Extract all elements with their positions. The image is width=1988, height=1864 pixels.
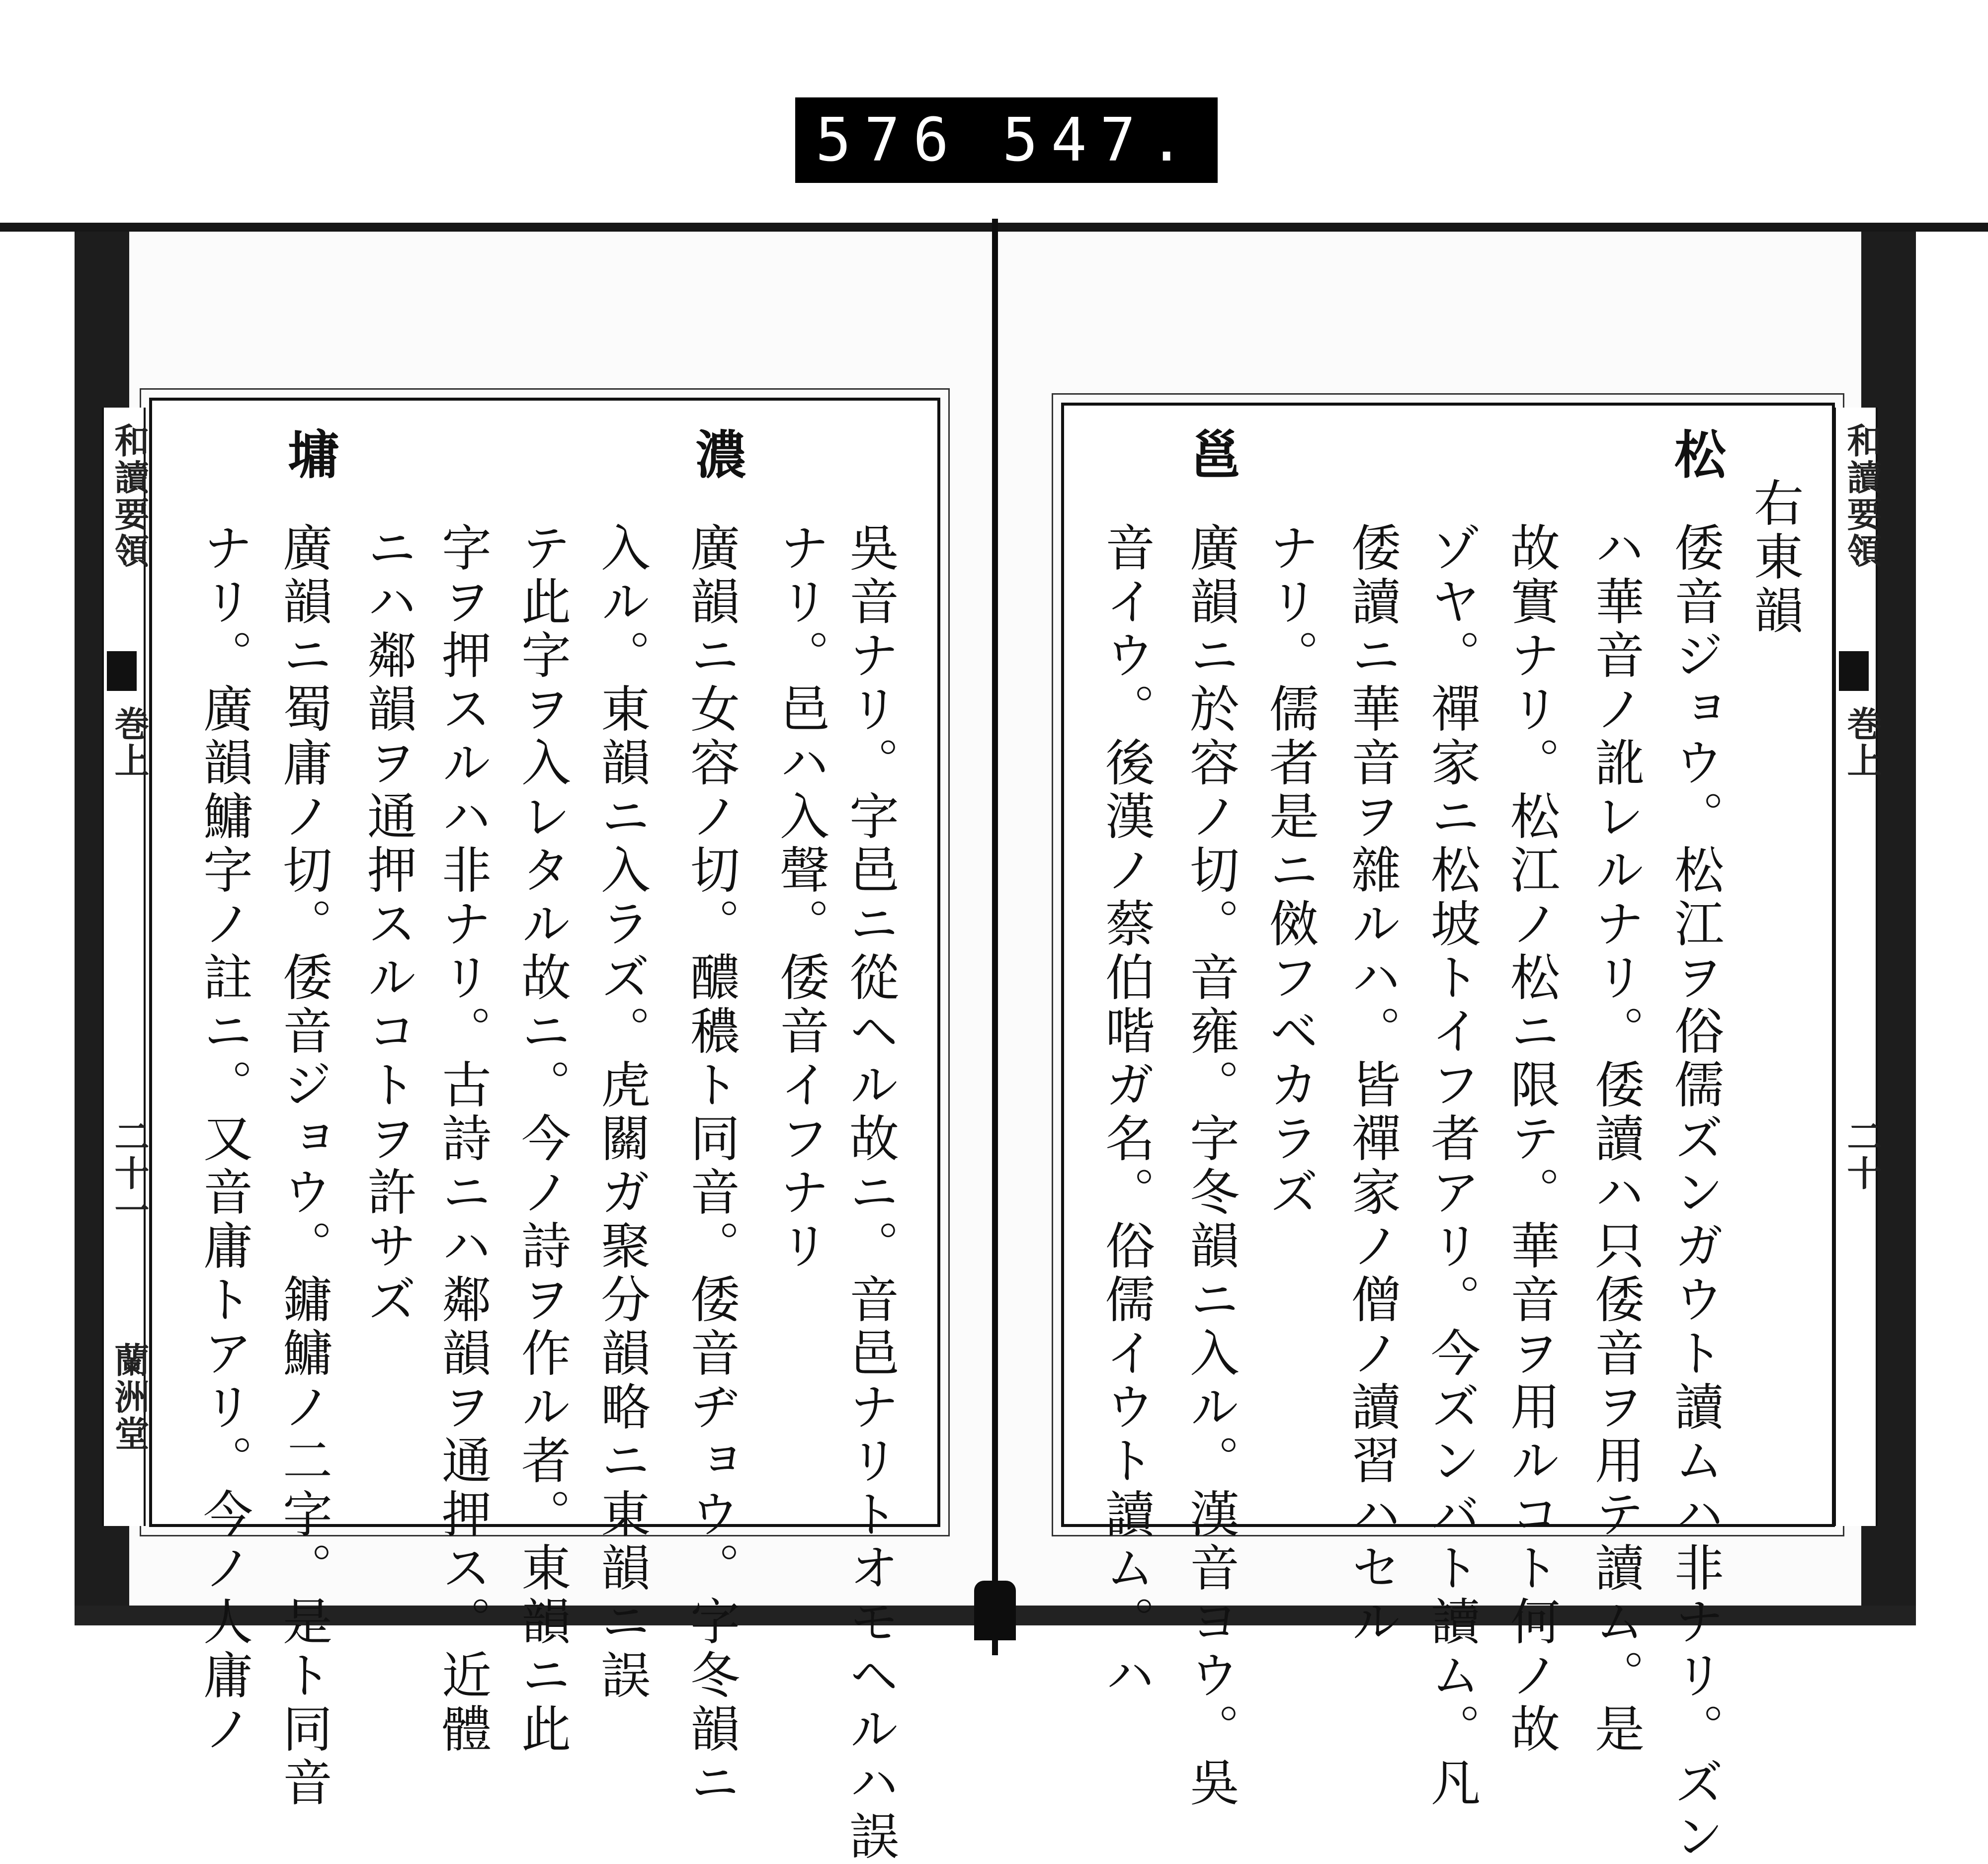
right-column-4: ゾヤ。禪家ニ松坡トイフ者アリ。今ズンバト讀ム。凡 [1422, 522, 1481, 1810]
left-column-8: 廣韻ニ蜀庸ノ切。倭音ジョウ。鏞鱅ノ二字。是ト同音 [274, 522, 332, 1810]
gutter-knob [974, 1581, 1016, 1640]
right-column-3: 故實ナリ。松江ノ松ニ限テ。華音ヲ用ルコト何ノ故 [1502, 522, 1560, 1757]
gutter-rod [992, 219, 998, 1655]
right-column-5: 倭讀ニ華音ヲ雜ルハ。皆禪家ノ僧ノ讀習ハセル [1343, 522, 1401, 1649]
left-column-6: 字ヲ押スルハ非ナリ。古詩ニハ鄰韻ヲ通押ス。近體 [433, 522, 492, 1757]
right-headword-2: 邕 [1181, 427, 1242, 483]
right-column-7: 廣韻ニ於容ノ切。音雍。字冬韻ニ入ル。漢音ヨウ。吳 [1181, 522, 1240, 1810]
right-page-margin [1834, 408, 1878, 1526]
right-column-1: 倭音ジョウ。松江ヲ俗儒ズンガウト讀ムハ非ナリ。ズン [1666, 522, 1724, 1864]
right-column-6: ナリ。儒者是ニ傚フベカラズ [1261, 522, 1319, 1220]
right-margin-folio: 二十 [1841, 1118, 1883, 1192]
left-margin-title: 和讀要領 [109, 423, 150, 570]
right-headword-1: 松 [1665, 427, 1727, 483]
left-margin-volume: 巻上 [109, 706, 150, 779]
right-section-heading: 右東韻 [1745, 477, 1804, 638]
left-column-4: 入ル。東韻ニ入ラズ。虎關ガ聚分韻略ニ東韻ニ誤 [592, 522, 651, 1703]
left-margin-folio: 二十一 [109, 1118, 150, 1229]
left-margin-tab [107, 651, 137, 691]
right-column-2: ハ華音ノ訛レルナリ。倭讀ハ只倭音ヲ用テ讀ム。是 [1586, 522, 1645, 1757]
catalog-number-right: 547. [1002, 105, 1198, 175]
catalog-label [795, 97, 1218, 183]
left-headword-2: 墉 [279, 427, 340, 483]
catalog-number-left: 576 [815, 105, 962, 175]
left-column-5: テ此字ヲ入レタル故ニ。今ノ詩ヲ作ル者。東韻ニ此 [513, 522, 571, 1757]
left-column-2: ナリ。邑ハ入聲。倭音イフナリ [771, 522, 829, 1273]
right-margin-tab [1839, 651, 1869, 691]
left-column-9: ナリ。廣韻鱅字ノ註ニ。又音庸トアリ。今ノ人庸ノ [195, 522, 253, 1757]
right-column-8: 音イウ。後漢ノ蔡伯喈ガ名。俗儒イウト讀ム。ハ [1097, 522, 1155, 1703]
left-headword-1: 濃 [686, 427, 747, 483]
left-column-1: 吳音ナリ。字邑ニ從ヘル故ニ。音邑ナリトオモヘルハ誤 [841, 522, 899, 1864]
left-column-7: ニハ鄰韻ヲ通押スルコトヲ許サズ [359, 522, 417, 1327]
right-margin-title: 和讀要領 [1841, 423, 1883, 570]
left-column-3: 廣韻ニ女容ノ切。醲穠ト同音。倭音ヂョウ。字冬韻ニ [682, 522, 740, 1810]
left-margin-publisher: 蘭洲堂 [109, 1342, 150, 1452]
right-margin-volume: 巻上 [1841, 706, 1883, 779]
